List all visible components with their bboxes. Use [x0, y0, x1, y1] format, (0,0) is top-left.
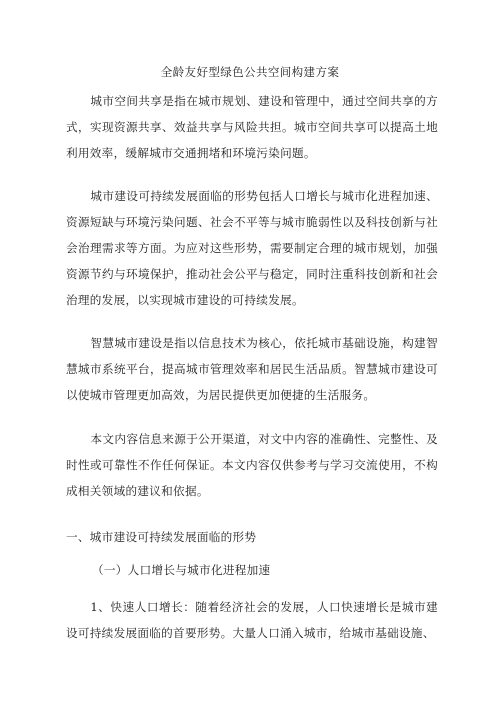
paragraph-population-growth: 1、快速人口增长：随着经济社会的发展，人口快速增长是城市建设可持续发展面临的首要形势。大量人口涌入城市，给城市基础设施、 — [66, 600, 438, 640]
paragraph-disclaimer: 本文内容信息来源于公开渠道，对文中内容的准确性、完整性、及时性或可靠性不作任何保证。本文内容仅供参考与学习交流使用，不构成相关领域的建议和依据。 — [66, 432, 438, 498]
paragraph-sustainable-development: 城市建设可持续发展面临的形势包括人口增长与城市化进程加速、资源短缺与环境污染问题、社会不平等与城市脆弱性以及科技创新与社会治理需求等方面。为应对这些形势，需要制定合理的城市规划，加强资源节约与环境保护，推动社会公平与稳定，同时注重科技创新和社会治理的发展，以实现城市建设的可持续发展。 — [66, 189, 438, 307]
paragraph-smart-city: 智慧城市建设是指以信息技术为核心，依托城市基础设施，构建智慧城市系统平台，提高城市管理效率和居民生活品质。智慧城市建设可以使城市管理更加高效，为居民提供更加便捷的生活服务。 — [66, 336, 438, 402]
subsection-heading: （一）人口增长与城市化进程加速 — [92, 563, 271, 577]
section-heading: 一、城市建设可持续发展面临的形势 — [66, 530, 257, 544]
document-title: 全龄友好型绿色公共空间构建方案 — [160, 65, 340, 79]
paragraph-urban-space-sharing: 城市空间共享是指在城市规划、建设和管理中，通过空间共享的方式，实现资源共享、效益共享与风险共担。城市空间共享可以提高土地利用效率，缓解城市交通拥堵和环境污染问题。 — [66, 94, 438, 160]
